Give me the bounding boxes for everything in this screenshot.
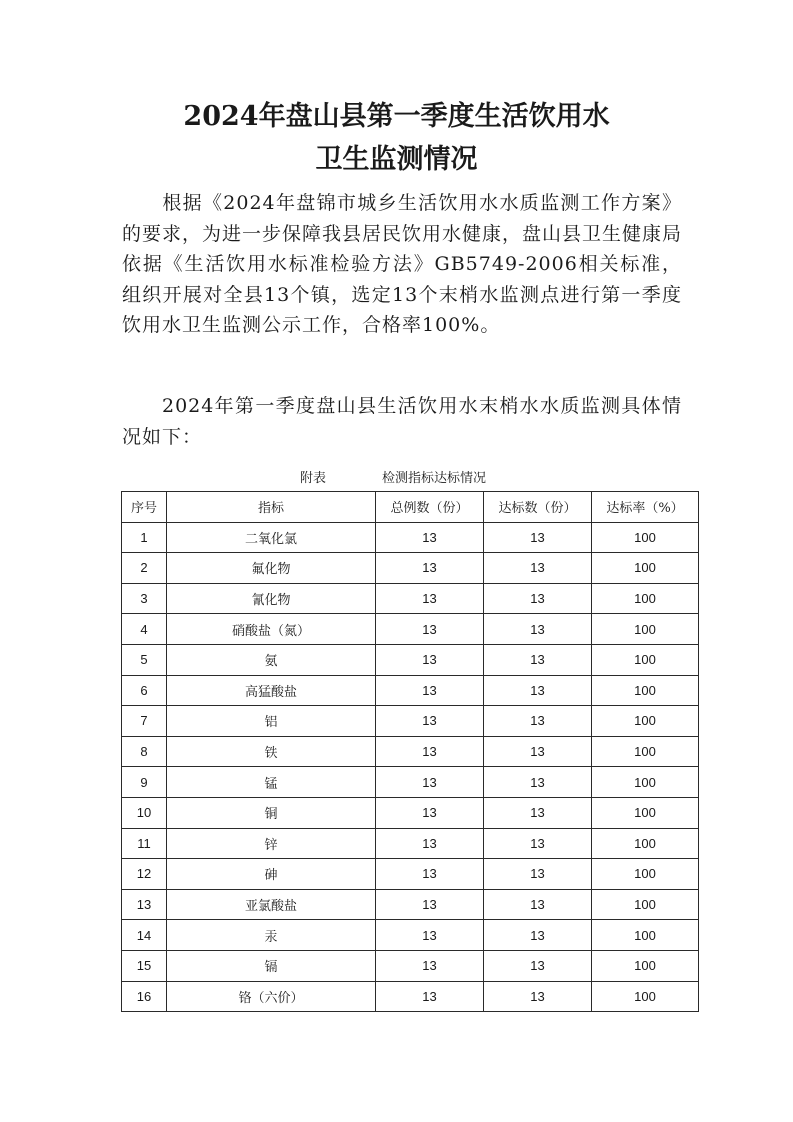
- table-row: [122, 797, 699, 828]
- cell-indicator: 砷: [167, 859, 376, 890]
- cell-indicator: 铁: [167, 736, 376, 767]
- cell-rate: 100: [592, 981, 699, 1012]
- cell-passed: 13: [484, 889, 592, 920]
- cell-passed: 13: [484, 706, 592, 737]
- header-total: 总例数（份）: [376, 492, 484, 523]
- cell-rate: 100: [592, 675, 699, 706]
- cell-indicator: 氟化物: [167, 553, 376, 584]
- indicator-table: [121, 491, 699, 1012]
- cell-index: 9: [122, 767, 167, 798]
- cell-indicator: 硝酸盐（氮）: [167, 614, 376, 645]
- header-indicator: 指标: [167, 492, 376, 523]
- table-row: [122, 828, 699, 859]
- intro-paragraph: [122, 188, 682, 341]
- cell-index: 8: [122, 736, 167, 767]
- cell-indicator: 铜: [167, 797, 376, 828]
- cell-index: 7: [122, 706, 167, 737]
- cell-total: 13: [376, 920, 484, 951]
- cell-index: 16: [122, 981, 167, 1012]
- cell-index: 4: [122, 614, 167, 645]
- detail-paragraph-text: 2024年第一季度盘山县生活饮用水末梢水水质监测具体情况如下：: [122, 395, 682, 448]
- cell-passed: 13: [484, 614, 592, 645]
- table-row: [122, 767, 699, 798]
- cell-passed: 13: [484, 797, 592, 828]
- cell-passed: 13: [484, 553, 592, 584]
- cell-total: 13: [376, 706, 484, 737]
- table-caption-title: 检测指标达标情况: [382, 471, 487, 486]
- cell-total: 13: [376, 797, 484, 828]
- table-row: [122, 614, 699, 645]
- table-row: [122, 706, 699, 737]
- cell-indicator: 高猛酸盐: [167, 675, 376, 706]
- table-row: [122, 522, 699, 553]
- cell-passed: 13: [484, 736, 592, 767]
- cell-rate: 100: [592, 736, 699, 767]
- cell-passed: 13: [484, 981, 592, 1012]
- table-row: [122, 553, 699, 584]
- cell-total: 13: [376, 522, 484, 553]
- cell-indicator: 镉: [167, 950, 376, 981]
- cell-index: 15: [122, 950, 167, 981]
- table-caption-label: 附表: [300, 471, 327, 486]
- cell-rate: 100: [592, 797, 699, 828]
- cell-total: 13: [376, 736, 484, 767]
- cell-index: 12: [122, 859, 167, 890]
- cell-rate: 100: [592, 859, 699, 890]
- detail-paragraph: [122, 391, 682, 452]
- cell-index: 2: [122, 553, 167, 584]
- cell-index: 1: [122, 522, 167, 553]
- table-row: [122, 583, 699, 614]
- cell-passed: 13: [484, 644, 592, 675]
- cell-passed: 13: [484, 767, 592, 798]
- cell-indicator: 铬（六价）: [167, 981, 376, 1012]
- cell-indicator: 二氧化氯: [167, 522, 376, 553]
- cell-passed: 13: [484, 950, 592, 981]
- cell-index: 14: [122, 920, 167, 951]
- cell-passed: 13: [484, 675, 592, 706]
- header-rate: 达标率（%）: [592, 492, 699, 523]
- cell-indicator: 氨: [167, 644, 376, 675]
- cell-total: 13: [376, 614, 484, 645]
- cell-rate: 100: [592, 644, 699, 675]
- cell-rate: 100: [592, 767, 699, 798]
- header-passed: 达标数（份）: [484, 492, 592, 523]
- cell-index: 6: [122, 675, 167, 706]
- table-row: [122, 736, 699, 767]
- cell-total: 13: [376, 675, 484, 706]
- cell-total: 13: [376, 583, 484, 614]
- cell-indicator: 汞: [167, 920, 376, 951]
- cell-total: 13: [376, 950, 484, 981]
- table-row: [122, 675, 699, 706]
- table-header-row: [122, 492, 699, 523]
- cell-total: 13: [376, 828, 484, 859]
- table-row: [122, 644, 699, 675]
- cell-total: 13: [376, 644, 484, 675]
- header-index: 序号: [122, 492, 167, 523]
- cell-index: 13: [122, 889, 167, 920]
- intro-paragraph-text: 根据《2024年盘锦市城乡生活饮用水水质监测工作方案》的要求，为进一步保障我县居民饮用水健康，盘山县卫生健康局依据《生活饮用水标准检验方法》GB5749-2006相关标准，组织开展对全县13个镇，选定13个末梢水监测点进行第一季度饮用水卫生监测公示工作，合格率100%。: [122, 192, 683, 336]
- cell-index: 3: [122, 583, 167, 614]
- cell-indicator: 锰: [167, 767, 376, 798]
- cell-total: 13: [376, 889, 484, 920]
- cell-passed: 13: [484, 583, 592, 614]
- cell-passed: 13: [484, 920, 592, 951]
- cell-rate: 100: [592, 553, 699, 584]
- table-body: [122, 522, 699, 1012]
- cell-indicator: 氰化物: [167, 583, 376, 614]
- table-row: [122, 859, 699, 890]
- cell-rate: 100: [592, 706, 699, 737]
- cell-total: 13: [376, 553, 484, 584]
- cell-indicator: 锌: [167, 828, 376, 859]
- cell-total: 13: [376, 859, 484, 890]
- cell-rate: 100: [592, 828, 699, 859]
- cell-passed: 13: [484, 828, 592, 859]
- cell-rate: 100: [592, 614, 699, 645]
- cell-index: 10: [122, 797, 167, 828]
- cell-passed: 13: [484, 522, 592, 553]
- table-row: [122, 889, 699, 920]
- cell-indicator: 亚氯酸盐: [167, 889, 376, 920]
- table-row: [122, 950, 699, 981]
- cell-rate: 100: [592, 889, 699, 920]
- cell-rate: 100: [592, 950, 699, 981]
- cell-total: 13: [376, 981, 484, 1012]
- cell-rate: 100: [592, 583, 699, 614]
- cell-rate: 100: [592, 920, 699, 951]
- table-row: [122, 920, 699, 951]
- cell-passed: 13: [484, 859, 592, 890]
- document-title-line-2: 卫生监测情况: [315, 144, 478, 175]
- cell-index: 5: [122, 644, 167, 675]
- cell-index: 11: [122, 828, 167, 859]
- document-title-line-1: 2024年盘山县第一季度生活饮用水: [183, 101, 610, 132]
- table-row: [122, 981, 699, 1012]
- cell-rate: 100: [592, 522, 699, 553]
- cell-indicator: 铝: [167, 706, 376, 737]
- cell-total: 13: [376, 767, 484, 798]
